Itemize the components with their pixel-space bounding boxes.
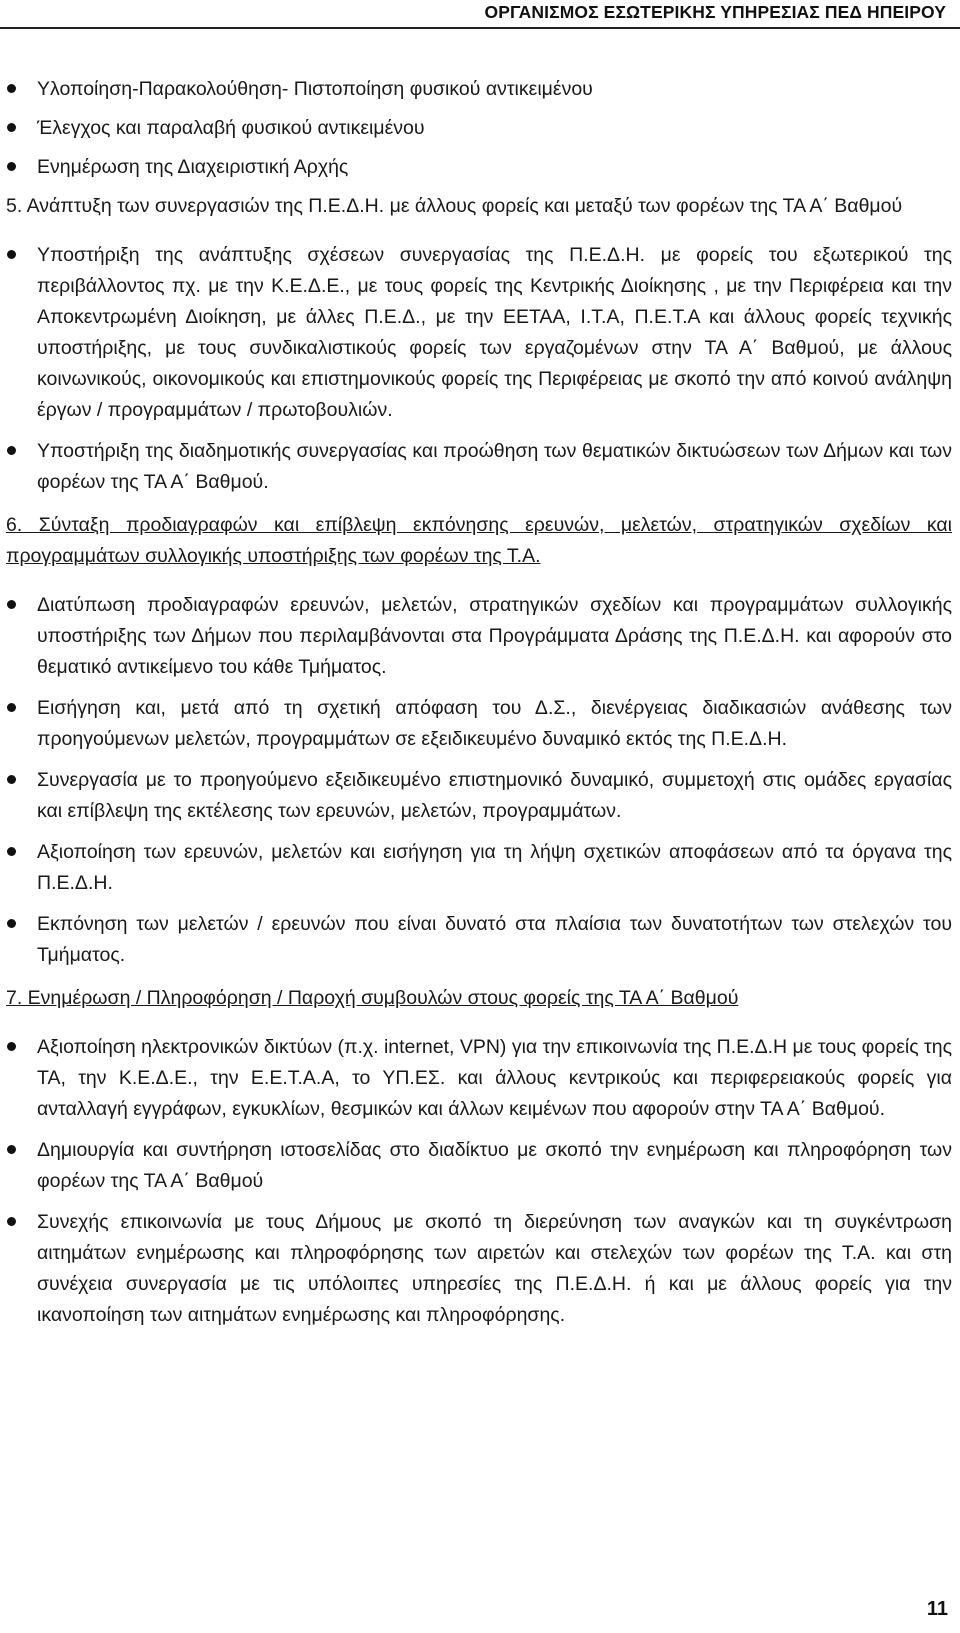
bullet-icon bbox=[7, 1042, 16, 1051]
list-item: Εκπόνηση των μελετών / ερευνών που είναι δυνατό στα πλαίσια των δυνατοτήτων των στελεχών του Τμήματος. bbox=[0, 909, 960, 971]
bullet-icon bbox=[7, 162, 16, 171]
list-item: Εισήγηση και, μετά από τη σχετική απόφαση του Δ.Σ., διενέργειας διαδικασιών ανάθεσης των προηγούμενων μελετών, προγραμμάτων σε εξειδικευμένο δυναμικό εκτός της Π.Ε.Δ.Η. bbox=[0, 693, 960, 755]
bullet-icon bbox=[7, 847, 16, 856]
bullet-icon bbox=[7, 123, 16, 132]
list-item: Αξιοποίηση των ερευνών, μελετών και εισήγηση για τη λήψη σχετικών αποφάσεων από τα όργανα της Π.Ε.Δ.Η. bbox=[0, 837, 960, 899]
list-item: Υποστήριξη της διαδημοτικής συνεργασίας και προώθηση των θεματικών δικτυώσεων των Δήμων και των φορέων της ΤΑ Α΄ Βαθμού. bbox=[0, 436, 960, 498]
bullet-icon bbox=[7, 1145, 16, 1154]
list-item: Υποστήριξη της ανάπτυξης σχέσεων συνεργασίας της Π.Ε.Δ.Η. με φορείς του εξωτερικού της περιβάλλοντος πχ. με την Κ.Ε.Δ.Ε., με τους φορείς της Κεντρικής Διοίκησης , με την Περιφέρεια και την Αποκεντρωμένη Διοίκηση, με άλλες Π.Ε.Δ., με την ΕΕΤΑΑ, Ι.Τ.Α, Π.Ε.Τ.Α και άλλους φορείς τεχνικής υποστήριξης, με τους συνδικαλιστικούς φορείς των εργαζομένων στην ΤΑ Α΄ Βαθμού, με άλλους κοινωνικούς, οικονομικούς και επιστημονικούς φορείς της Περιφέρειας με σκοπό την από κοινού ανάληψη έργων / προγραμμάτων / πρωτοβουλιών. bbox=[0, 240, 960, 426]
header-rule bbox=[0, 27, 960, 29]
page-header bbox=[0, 0, 960, 30]
bullet-icon bbox=[7, 703, 16, 712]
bullet-icon bbox=[7, 919, 16, 928]
bullet-icon bbox=[7, 446, 16, 455]
section-5-heading: 5. Ανάπτυξη των συνεργασιών της Π.Ε.Δ.Η. με άλλους φορείς και μεταξύ των φορέων της ΤΑ Α΄ Βαθμού bbox=[6, 195, 903, 217]
list-item: Δημιουργία και συντήρηση ιστοσελίδας στο διαδίκτυο με σκοπό την ενημέρωση και πληροφόρηση των φορέων της ΤΑ Α΄ Βαθμού bbox=[0, 1135, 960, 1197]
section-6-bullet-list bbox=[0, 590, 960, 971]
page-number: 11 bbox=[926, 1598, 948, 1620]
bullet-icon bbox=[7, 250, 16, 259]
list-item: Αξιοποίηση ηλεκτρονικών δικτύων (π.χ. internet, VPN) για την επικοινωνία της Π.Ε.Δ.Η με τους φορείς της ΤΑ, την Κ.Ε.Δ.Ε., την Ε.Ε.Τ.Α.Α, το ΥΠ.ΕΣ. και άλλους κεντρικούς και περιφερειακούς φορείς για ανταλλαγή εγγράφων, εγκυκλίων, θεσμικών και άλλων κειμένων που αφορούν στην ΤΑ Α΄ Βαθμού. bbox=[0, 1032, 960, 1125]
bullet-icon bbox=[7, 775, 16, 784]
list-item: Διατύπωση προδιαγραφών ερευνών, μελετών, στρατηγικών σχεδίων και προγραμμάτων συλλογικής υποστήριξης των Δήμων που περιλαμβάνονται στα Προγράμματα Δράσης της Π.Ε.Δ.Η. και αφορούν στο θεματικό αντικείμενο του κάθε Τμήματος. bbox=[0, 590, 960, 683]
list-item: Υλοποίηση-Παρακολούθηση- Πιστοποίηση φυσικού αντικειμένου bbox=[0, 74, 960, 105]
list-item: Συνεργασία με το προηγούμενο εξειδικευμένο επιστημονικό δυναμικό, συμμετοχή στις ομάδες εργασίας και επίβλεψη της εκτέλεσης των ερευνών, μελετών, προγραμμάτων. bbox=[0, 765, 960, 827]
section-5-bullet-list bbox=[0, 240, 960, 498]
list-item: Συνεχής επικοινωνία με τους Δήμους με σκοπό τη διερεύνηση των αναγκών και τη συγκέντρωση αιτημάτων ενημέρωσης και πληροφόρησης των αιρετών και στελεχών των φορέων της Τ.Α. και στη συνέχεια συνεργασία με τις υπόλοιπες υπηρεσίες της Π.Ε.Δ.Η. ή και με άλλους φορείς για την ικανοποίηση των αιτημάτων ενημέρωσης και πληροφόρησης. bbox=[0, 1207, 960, 1331]
document-body bbox=[0, 74, 960, 1341]
intro-bullet-list bbox=[0, 74, 960, 183]
list-item: Ενημέρωση της Διαχειριστική Αρχής bbox=[0, 152, 960, 183]
section-7-heading: 7. Ενημέρωση / Πληροφόρηση / Παροχή συμβουλών στους φορείς της ΤΑ Α΄ Βαθμού bbox=[6, 987, 739, 1009]
bullet-icon bbox=[7, 1217, 16, 1226]
list-item: Έλεγχος και παραλαβή φυσικού αντικειμένου bbox=[0, 113, 960, 144]
header-title: ΟΡΓΑΝΙΣΜΟΣ ΕΣΩΤΕΡΙΚΗΣ ΥΠΗΡΕΣΙΑΣ ΠΕΔ ΗΠΕΙΡΟΥ bbox=[484, 2, 946, 22]
bullet-icon bbox=[7, 84, 16, 93]
section-7-bullet-list bbox=[0, 1032, 960, 1331]
section-6-heading: 6. Σύνταξη προδιαγραφών και επίβλεψη εκπόνησης ερευνών, μελετών, στρατηγικών σχεδίων και προγραμμάτων συλλογικής υποστήριξης των φορέων της Τ.Α. bbox=[6, 514, 952, 567]
bullet-icon bbox=[7, 600, 16, 609]
